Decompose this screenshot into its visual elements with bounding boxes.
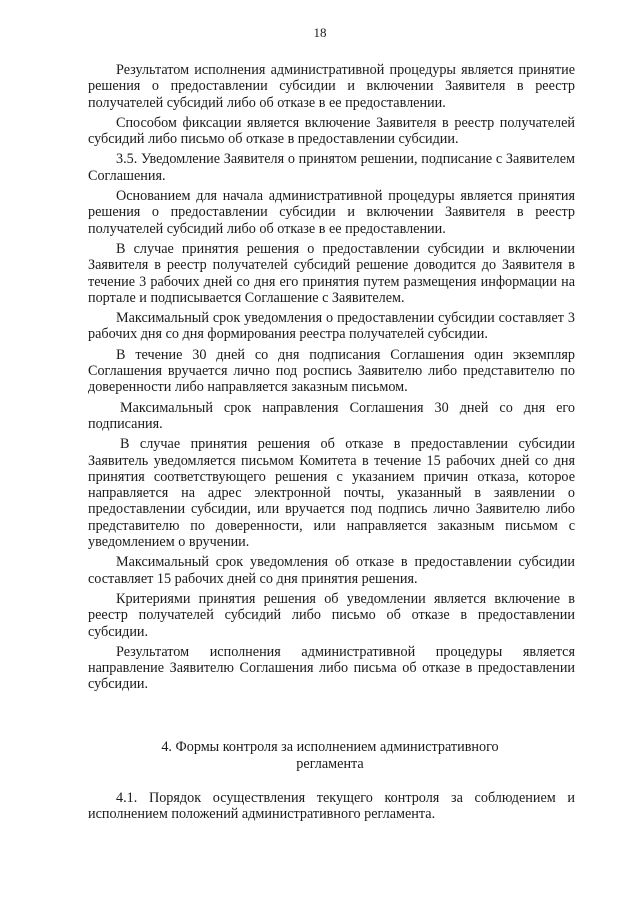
section-heading — [130, 739, 530, 773]
section-heading-line2: регламента — [296, 756, 364, 772]
paragraph-4-1: 4.1. Порядок осуществления текущего контроля за соблюдением и исполнением положений административного регламента. — [88, 790, 575, 823]
paragraph-result: Результатом исполнения административной процедуры является принятие решения о предоставлении субсидии и включении Заявителя в реестр получателей субсидий либо об отказе в ее предоставлении. — [88, 62, 575, 111]
paragraph-max-notification-term: Максимальный срок уведомления о предоставлении субсидии составляет 3 рабочих дня со дня формирования реестра получателей субсидии. — [88, 310, 575, 343]
paragraph-3-5: 3.5. Уведомление Заявителя о принятом решении, подписание с Заявителем Соглашения. — [88, 151, 575, 184]
paragraph-criteria: Критериями принятия решения об уведомлении является включение в реестр получателей субсидий либо письмо об отказе в предоставлении субсидии. — [88, 590, 575, 640]
paragraph-max-agreement-term: Максимальный срок направления Соглашения 30 дней со дня его подписания. — [88, 399, 575, 432]
section-heading-line1: 4. Формы контроля за исполнением административного — [161, 739, 499, 755]
paragraph-agreement-delivery: В течение 30 дней со дня подписания Соглашения один экземпляр Соглашения вручается лично под роспись Заявителю либо представителю по доверенности либо направляется заказным письмом. — [88, 346, 575, 396]
paragraph-approval-case: В случае принятия решения о предоставлении субсидии и включении Заявителя в реестр получателей субсидий решение доводится до Заявителя в течение 3 рабочих дней со дня его принятия путем размещения информации на портале и подписывается Соглашение с Заявителем. — [88, 240, 575, 306]
paragraph-refusal-case: В случае принятия решения об отказе в предоставлении субсидии Заявитель уведомляется письмом Комитета в течение 15 рабочих дней со дня принятия соответствующего решения с указанием причин отказа, которое направляется на адрес электронной почты, указанный в заявлении о предоставлении субсидии, или вручается под подпись лично Заявителю либо представителю по доверенности, или направляется заказным письмом с уведомлением о вручении. — [88, 436, 575, 551]
body-text — [88, 62, 575, 697]
paragraph-fixation: Способом фиксации является включение Заявителя в реестр получателей субсидий либо письмо об отказе в предоставлении субсидии. — [88, 114, 575, 148]
page-number: 18 — [313, 25, 327, 40]
paragraph-max-refusal-term: Максимальный срок уведомления об отказе в предоставлении субсидии составляет 15 рабочих дней со дня принятия решения. — [88, 554, 575, 587]
paragraph-basis: Основанием для начала административной процедуры является принятия решения о предоставлении субсидии и включении Заявителя в реестр получателей субсидий либо об отказе в ее предоставлении. — [88, 188, 575, 237]
paragraph-procedure-result: Результатом исполнения административной процедуры является направление Заявителю Соглашения либо письма об отказе в предоставлении субсидии. — [88, 643, 575, 693]
